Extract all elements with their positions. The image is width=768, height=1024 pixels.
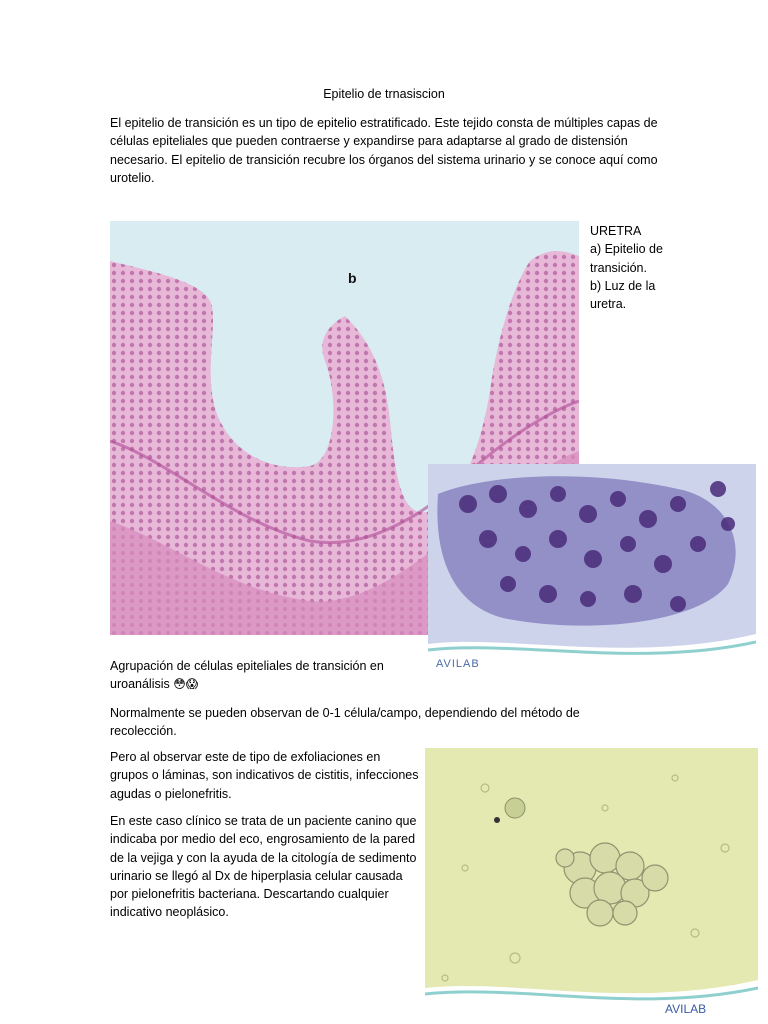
urethra-caption — [590, 222, 676, 313]
avilab-logo-cells: AVILAB — [436, 658, 480, 670]
groups-paragraph: Pero al observar este de tipo de exfoliaciones en grupos o láminas, son indicativos de cistitis, infecciones agudas o pielonefritis. — [110, 750, 419, 801]
image-label-b: b — [348, 270, 357, 286]
normal-count-paragraph: Normalmente se pueden observan de 0-1 célula/campo, dependiendo del método de recolección. — [110, 706, 580, 739]
document-title: Epitelio de trnasiscion — [323, 87, 445, 101]
urethra-caption-heading: URETRA — [590, 224, 642, 238]
transitional-cells-image — [428, 464, 756, 672]
cells-caption — [110, 657, 420, 694]
urethra-caption-a: a) Epitelio de transición. — [590, 242, 663, 275]
cells-caption-text: Agrupación de células epiteliales de transición en uroanálisis — [110, 659, 384, 692]
intro-paragraph: El epitelio de transición es un tipo de epitelio estratificado. Este tejido consta de múltiples capas de células epiteliales que pueden contraerse y expandirse para adaptarse al grado de distensión necesario. El epitelio de transición recubre los órganos del sistema urinario y se conoce aquí como urotelio. — [110, 116, 658, 185]
urine-sediment-image — [425, 748, 758, 1020]
shocked-faces-emoji: 😳😱 — [173, 677, 199, 692]
urethra-caption-b: b) Luz de la uretra. — [590, 278, 656, 312]
avilab-logo-sediment: AVILAB — [665, 1002, 707, 1016]
clinical-case-paragraph: En este caso clínico se trata de un paciente canino que indicaba por medio del eco, engrosamiento de la pared de la vejiga y con la ayuda de la citología de sedimento urinario se llegó al Dx de hiperplasia celular causada por pielonefritis bacteriana. Descartando cualquier indicativo neoplásico. — [110, 814, 417, 920]
